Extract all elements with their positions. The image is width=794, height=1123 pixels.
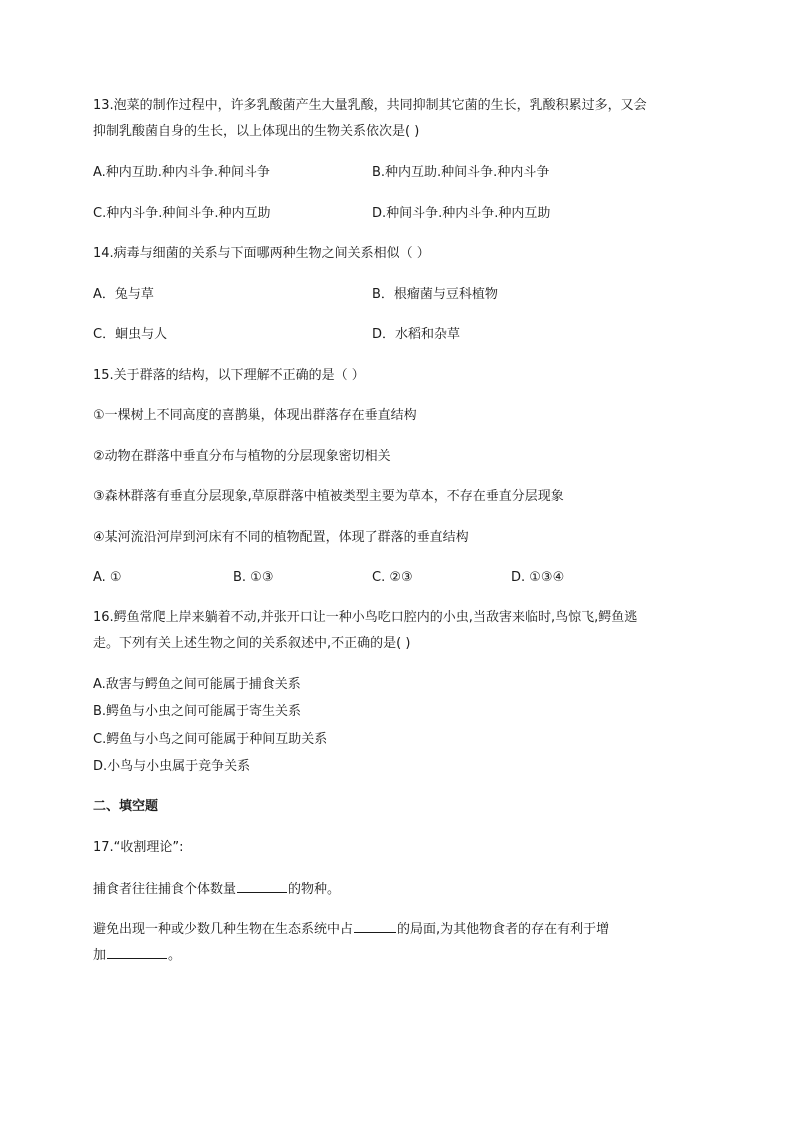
q15-option-b: B. ①③ — [233, 570, 274, 585]
q15-statement-1: ①一棵树上不同高度的喜鹊巢，体现出群落存在垂直结构 — [93, 408, 417, 423]
q17-line2 — [93, 918, 609, 940]
q15-statement-3: ③森林群落有垂直分层现象,草原群落中植被类型主要为草本，不存在垂直分层现象 — [93, 489, 564, 504]
q13-option-c: C.种内斗争.种间斗争.种内互助 — [93, 206, 271, 221]
q14-option-b: B．根瘤菌与豆科植物 — [372, 287, 498, 302]
q17-answer-blank-3[interactable] — [107, 944, 167, 959]
q17-line1 — [93, 878, 340, 900]
q14-stem: 14.病毒与细菌的关系与下面哪两种生物之间关系相似（ ） — [93, 246, 430, 261]
q15-option-c: C. ②③ — [372, 570, 413, 585]
q16-stem-line1: 16.鳄鱼常爬上岸来躺着不动,并张开口让一种小鸟吃口腔内的小虫,当敌害来临时,鸟惊飞,鳄鱼逃 — [93, 610, 638, 625]
q17-answer-blank-2[interactable] — [354, 918, 396, 933]
q17-line3-suffix: 。 — [168, 948, 182, 963]
q17-line1-prefix: 捕食者往往捕食个体数量 — [93, 882, 237, 897]
q15-option-d: D. ①③④ — [511, 570, 565, 585]
q15-stem: 15.关于群落的结构，以下理解不正确的是（ ） — [93, 368, 365, 383]
q16-option-b: B.鳄鱼与小虫之间可能属于寄生关系 — [93, 704, 302, 719]
q13-option-b: B.种内互助.种间斗争.种内斗争 — [372, 165, 550, 180]
q17-line3 — [93, 944, 181, 966]
q17-line2-prefix: 避免出现一种或少数几种生物在生态系统中占 — [93, 922, 354, 937]
q16-option-c: C.鳄鱼与小鸟之间可能属于种间互助关系 — [93, 732, 328, 747]
q14-option-d: D．水稻和杂草 — [372, 327, 461, 342]
section-heading: 二、填空题 — [93, 799, 159, 814]
q15-option-a: A. ① — [93, 570, 122, 585]
q16-option-a: A.敌害与鳄鱼之间可能属于捕食关系 — [93, 677, 301, 692]
q15-statement-4: ④某河流沿河岸到河床有不同的植物配置，体现了群落的垂直结构 — [93, 530, 469, 545]
q14-option-a: A．兔与草 — [93, 287, 154, 302]
q13-stem-line1: 13.泡菜的制作过程中，许多乳酸菌产生大量乳酸，共同抑制其它菌的生长，乳酸积累过多，又会 — [93, 98, 647, 113]
q17-line2-suffix: 的局面,为其他物食者的存在有利于增 — [397, 922, 610, 937]
q13-option-a: A.种内互助.种内斗争.种间斗争 — [93, 165, 271, 180]
q15-statement-2: ②动物在群落中垂直分布与植物的分层现象密切相关 — [93, 449, 391, 464]
q17-line1-suffix: 的物种。 — [288, 882, 341, 897]
q14-option-c: C．蛔虫与人 — [93, 327, 168, 342]
q17-line3-prefix: 加 — [93, 948, 107, 963]
q17-answer-blank-1[interactable] — [237, 878, 287, 893]
q13-option-d: D.种间斗争.种内斗争.种内互助 — [372, 206, 551, 221]
q16-stem-line2: 走。下列有关上述生物之间的关系叙述中,不正确的是( ) — [93, 636, 411, 651]
q17-stem: 17.“收割理论”: — [93, 840, 184, 855]
q13-stem-line2: 抑制乳酸菌自身的生长，以上体现出的生物关系依次是( ) — [93, 124, 420, 139]
q16-option-d: D.小鸟与小虫属于竞争关系 — [93, 759, 251, 774]
